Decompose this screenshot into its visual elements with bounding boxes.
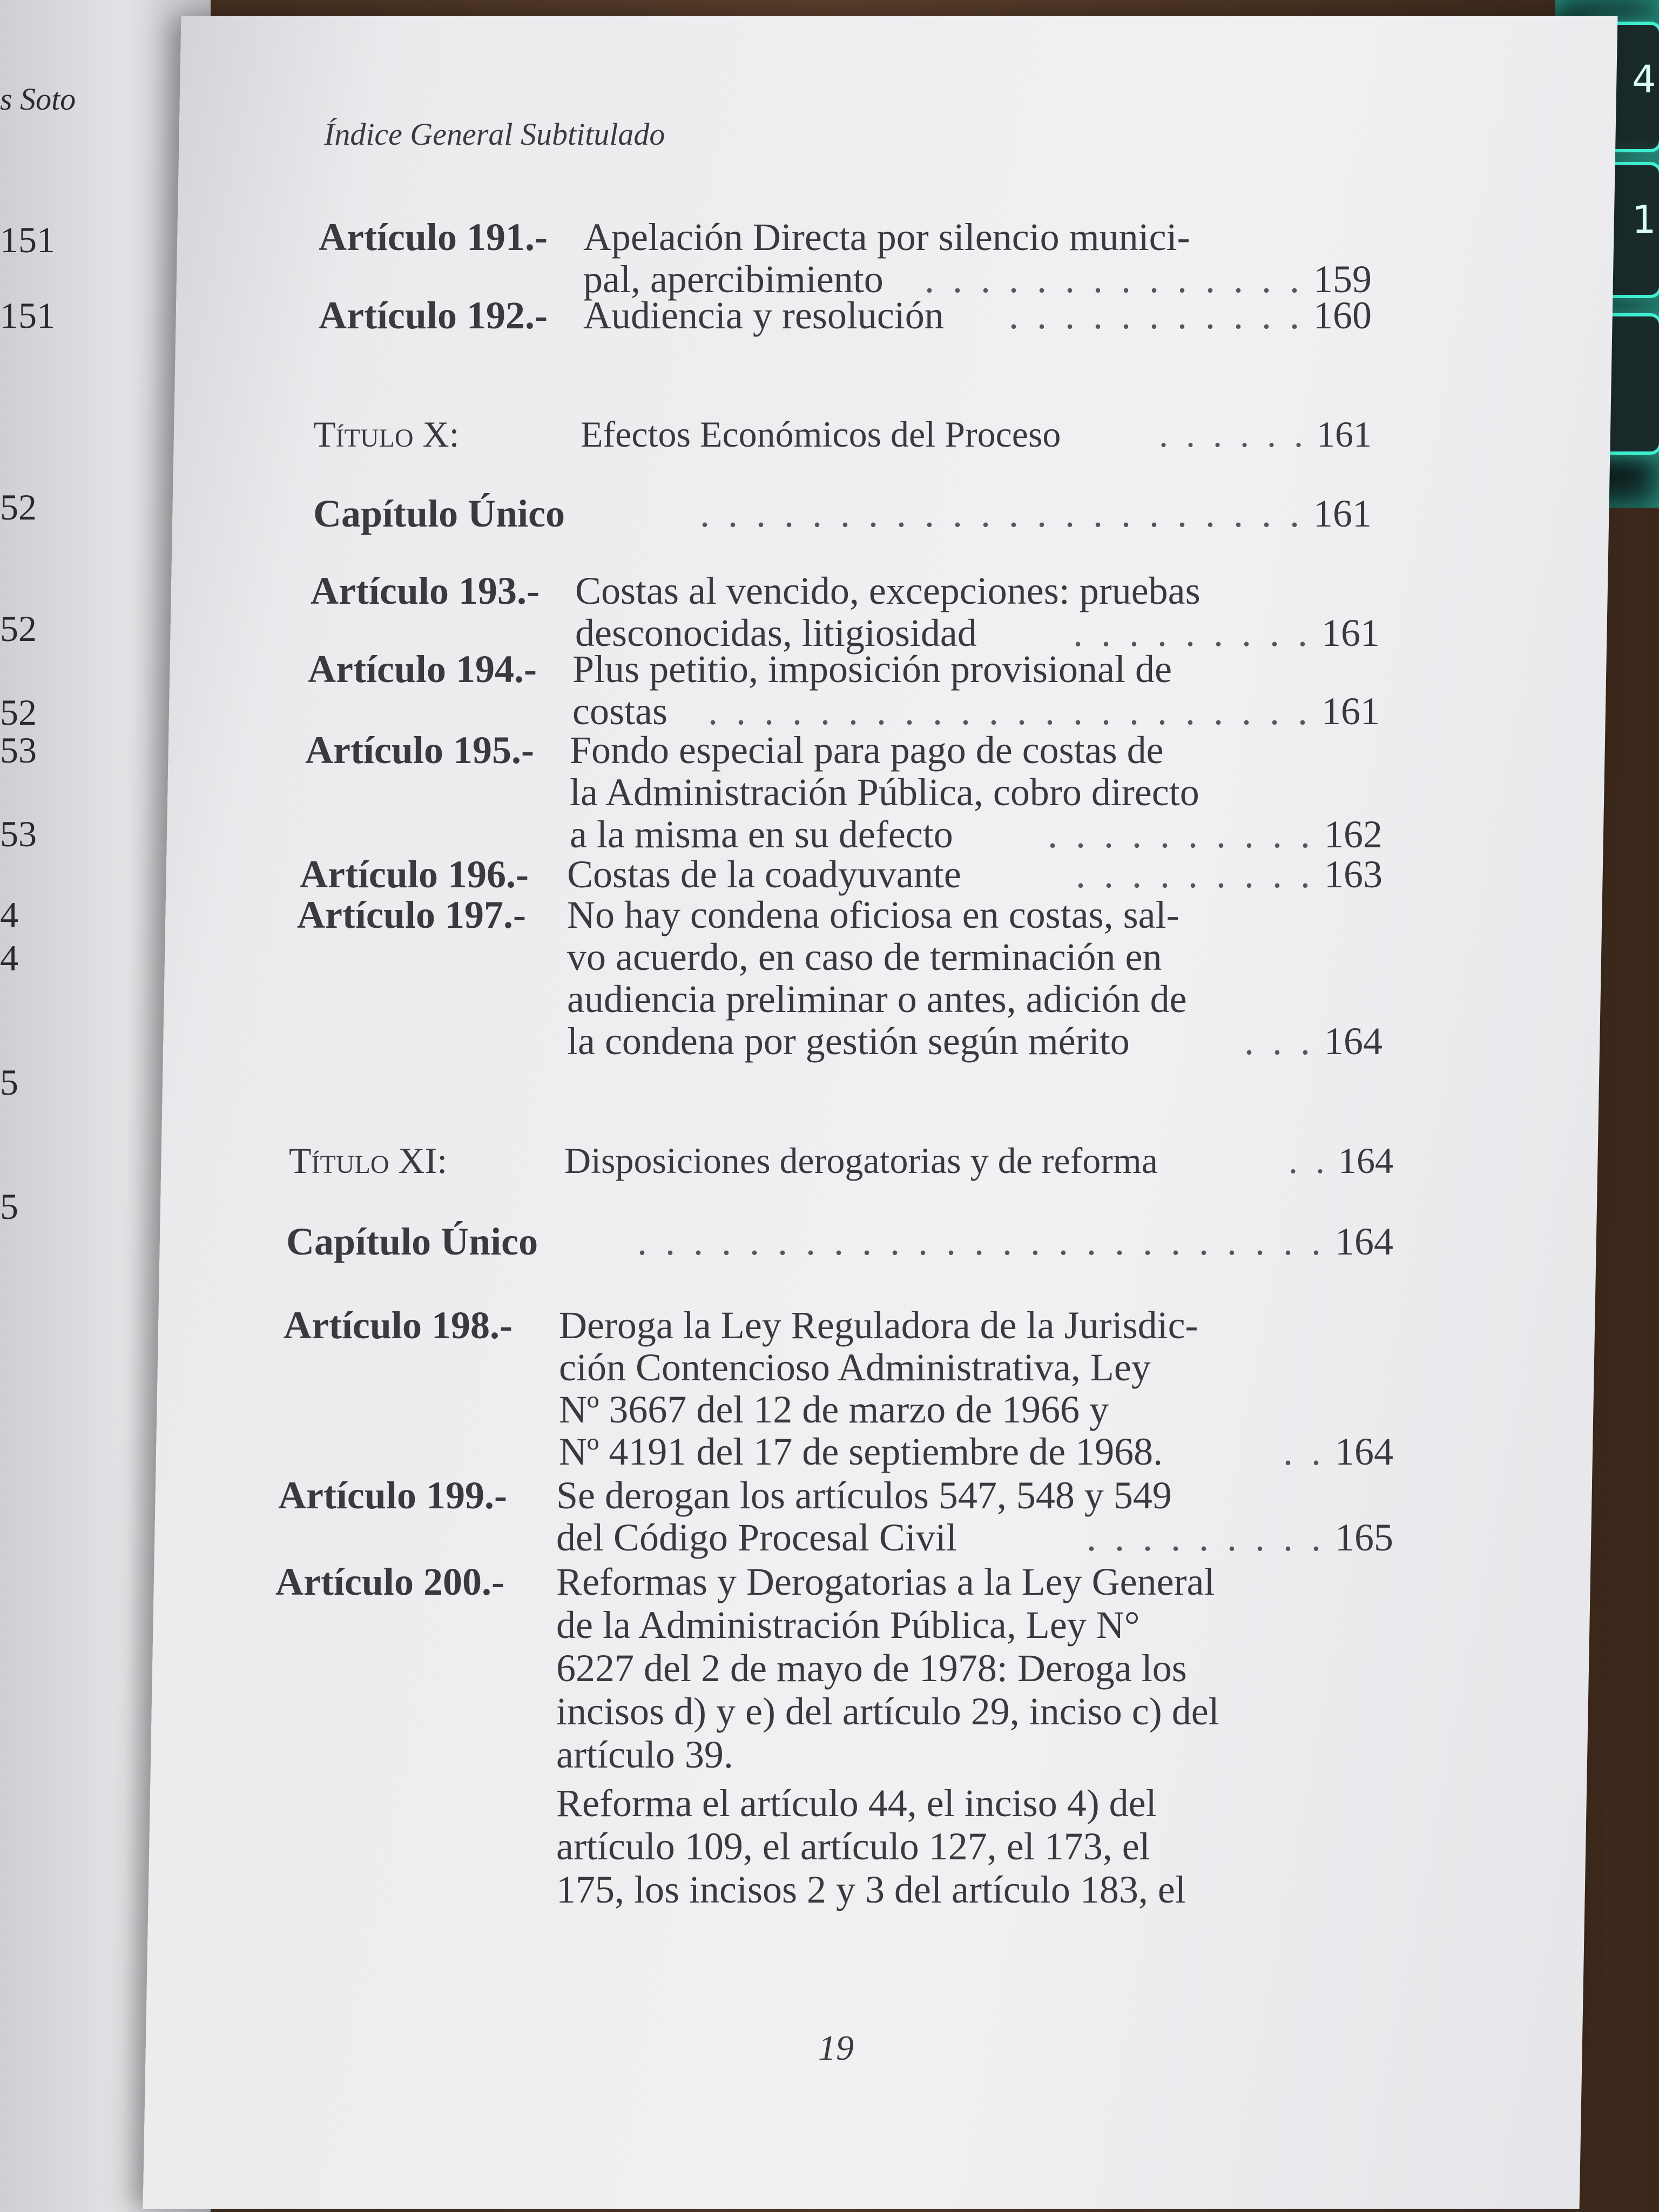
entry-line: Plus petitio, imposición provisional de [572, 648, 1172, 691]
entry-page: 160 [1313, 294, 1372, 337]
dot-leader: . . . . . . . . . . . [1009, 294, 1304, 337]
entry-line: a la misma en su defecto [570, 813, 953, 856]
entry-line: Reforma el artículo 44, el inciso 4) del [556, 1782, 1157, 1825]
entry-line: artículo 109, el artículo 127, el 173, el [556, 1825, 1150, 1868]
titulo-page: 161 [1317, 414, 1372, 455]
dot-leader: . . . . . . . . . [1076, 853, 1314, 896]
titulo-label: Título X: [313, 414, 460, 455]
entry-line: Costas de la coadyuvante [567, 853, 961, 896]
entry-label: Artículo 192.- [319, 294, 548, 337]
left-page-number: 4 [0, 894, 18, 935]
entry-page-group [708, 690, 1380, 732]
entry-line: vo acuerdo, en caso de terminación en [567, 935, 1162, 979]
left-page-number: 52 [0, 487, 37, 528]
dot-leader: . . . . . . . . . . . . . . . . . . . . . . . . . [637, 1220, 1325, 1263]
entry-line: incisos d) y e) del artículo 29, inciso c) del [556, 1690, 1219, 1733]
dot-leader: . . [1283, 1430, 1325, 1473]
page-number: 19 [818, 2028, 854, 2068]
entry-line: la Administración Pública, cobro directo [570, 771, 1199, 814]
left-page-number: 4 [0, 938, 18, 979]
entry-line: Apelación Directa por silencio munici- [583, 215, 1190, 259]
capitulo-page: 164 [1335, 1220, 1393, 1263]
titulo-text: Efectos Económicos del Proceso [581, 414, 1061, 455]
entry-line: 6227 del 2 de mayo de 1978: Deroga los [556, 1647, 1187, 1690]
capitulo-heading [313, 491, 1372, 536]
entry-line: pal, apercibimiento [583, 258, 884, 301]
left-page-number: 52 [0, 608, 37, 649]
left-page-number: 5 [0, 1062, 18, 1103]
dot-leader: . . . . . . . . . [1087, 1516, 1325, 1559]
entry-label: Artículo 198.- [284, 1304, 512, 1347]
left-page-number: 151 [0, 219, 55, 260]
capitulo-page-group [637, 1219, 1393, 1264]
entry-page-group [1244, 1020, 1382, 1062]
index-entry [308, 648, 1380, 734]
entry-label: Artículo 193.- [311, 569, 539, 612]
dot-leader: . . . [1244, 1020, 1314, 1063]
entry-line: Reformas y Derogatorias a la Ley General [556, 1560, 1215, 1603]
dot-leader: . . . . . . . . . . . . . . . . . . . . . . [700, 492, 1304, 535]
entry-page-group [1076, 853, 1382, 895]
dot-leader: . . . . . . . . . [1073, 611, 1312, 655]
entry-line: artículo 39. [556, 1733, 733, 1776]
dot-leader: . . [1289, 1140, 1329, 1181]
entry-line: de la Administración Pública, Ley N° [556, 1603, 1140, 1647]
entry-line: audiencia preliminar o antes, adición de [567, 977, 1187, 1021]
entry-line: costas [572, 690, 667, 733]
entry-line: Nº 4191 del 17 de septiembre de 1968. [559, 1430, 1163, 1473]
index-entry [297, 894, 1382, 1067]
entry-page: 165 [1335, 1516, 1393, 1559]
titulo-heading [289, 1139, 1393, 1182]
entry-line: ción Contencioso Administrativa, Ley [559, 1346, 1151, 1389]
index-entry [319, 294, 1372, 338]
entry-page-group [1048, 813, 1382, 855]
entry-page: 161 [1321, 690, 1380, 733]
dot-leader: . . . . . . . . . . [1048, 813, 1314, 856]
entry-page: 164 [1335, 1430, 1393, 1473]
dot-leader: . . . . . . . . . . . . . . [925, 258, 1304, 301]
left-page-number: 52 [0, 692, 37, 733]
titulo-text: Disposiciones derogatorias y de reforma [564, 1140, 1158, 1181]
index-entry [300, 853, 1382, 896]
entry-page: 163 [1324, 853, 1382, 896]
titulo-label: Título XI: [289, 1140, 448, 1181]
key-label: 4 [1632, 57, 1656, 102]
entry-line: la condena por gestión según mérito [567, 1020, 1130, 1063]
entry-line: Deroga la Ley Reguladora de la Jurisdic- [559, 1304, 1198, 1347]
entry-label: Artículo 191.- [319, 215, 548, 259]
running-header: Índice General Subtitulado [324, 117, 665, 152]
titulo-page-group [1159, 413, 1372, 456]
left-page-number: 151 [0, 295, 55, 336]
entry-line: desconocidas, litigiosidad [575, 611, 977, 655]
entry-label: Artículo 200.- [275, 1560, 504, 1603]
capitulo-label: Capítulo Único [313, 492, 565, 535]
entry-line: Se derogan los artículos 547, 548 y 549 [556, 1474, 1172, 1517]
entry-page: 161 [1321, 611, 1380, 655]
titulo-page-group [1289, 1139, 1393, 1182]
capitulo-page-group [700, 491, 1372, 536]
titulo-heading [313, 413, 1372, 456]
entry-line: Audiencia y resolución [583, 294, 944, 337]
entry-page: 162 [1324, 813, 1382, 856]
left-running-head: s Soto [0, 82, 76, 117]
entry-line: Nº 3667 del 12 de marzo de 1966 y [559, 1388, 1109, 1431]
capitulo-label: Capítulo Único [286, 1220, 538, 1263]
entry-line: Costas al vencido, excepciones: pruebas [575, 569, 1201, 612]
capitulo-heading [286, 1219, 1393, 1264]
entry-page: 164 [1324, 1020, 1382, 1063]
entry-line: No hay condena oficiosa en costas, sal- [567, 893, 1179, 936]
left-page-number: 5 [0, 1186, 18, 1227]
index-entry [278, 1474, 1393, 1561]
left-page-number: 53 [0, 730, 37, 771]
entry-label: Artículo 197.- [297, 893, 526, 936]
entry-label: Artículo 196.- [300, 853, 529, 896]
index-entry [284, 1304, 1393, 1477]
entry-line: del Código Procesal Civil [556, 1516, 957, 1559]
entry-label: Artículo 199.- [278, 1474, 507, 1517]
entry-page: 159 [1313, 258, 1372, 301]
entry-line: 175, los incisos 2 y 3 del artículo 183, el [556, 1868, 1186, 1911]
capitulo-page: 161 [1313, 492, 1372, 535]
entry-label: Artículo 195.- [305, 729, 534, 772]
key-label: 1 [1632, 198, 1656, 242]
index-entry [305, 729, 1382, 859]
entry-page-group [1087, 1516, 1393, 1559]
index-entry [319, 216, 1372, 302]
entry-line: Fondo especial para pago de costas de [570, 729, 1164, 772]
titulo-page: 164 [1338, 1140, 1393, 1181]
dot-leader: . . . . . . . . . . . . . . . . . . . . . . [708, 690, 1312, 733]
entry-page-group [1009, 294, 1372, 336]
entry-label: Artículo 194.- [308, 648, 537, 691]
index-entry [275, 1560, 1393, 1911]
left-page-number: 53 [0, 813, 37, 854]
dot-leader: . . . . . . [1159, 414, 1307, 455]
entry-page-group [1283, 1431, 1393, 1473]
index-entry [311, 570, 1380, 656]
